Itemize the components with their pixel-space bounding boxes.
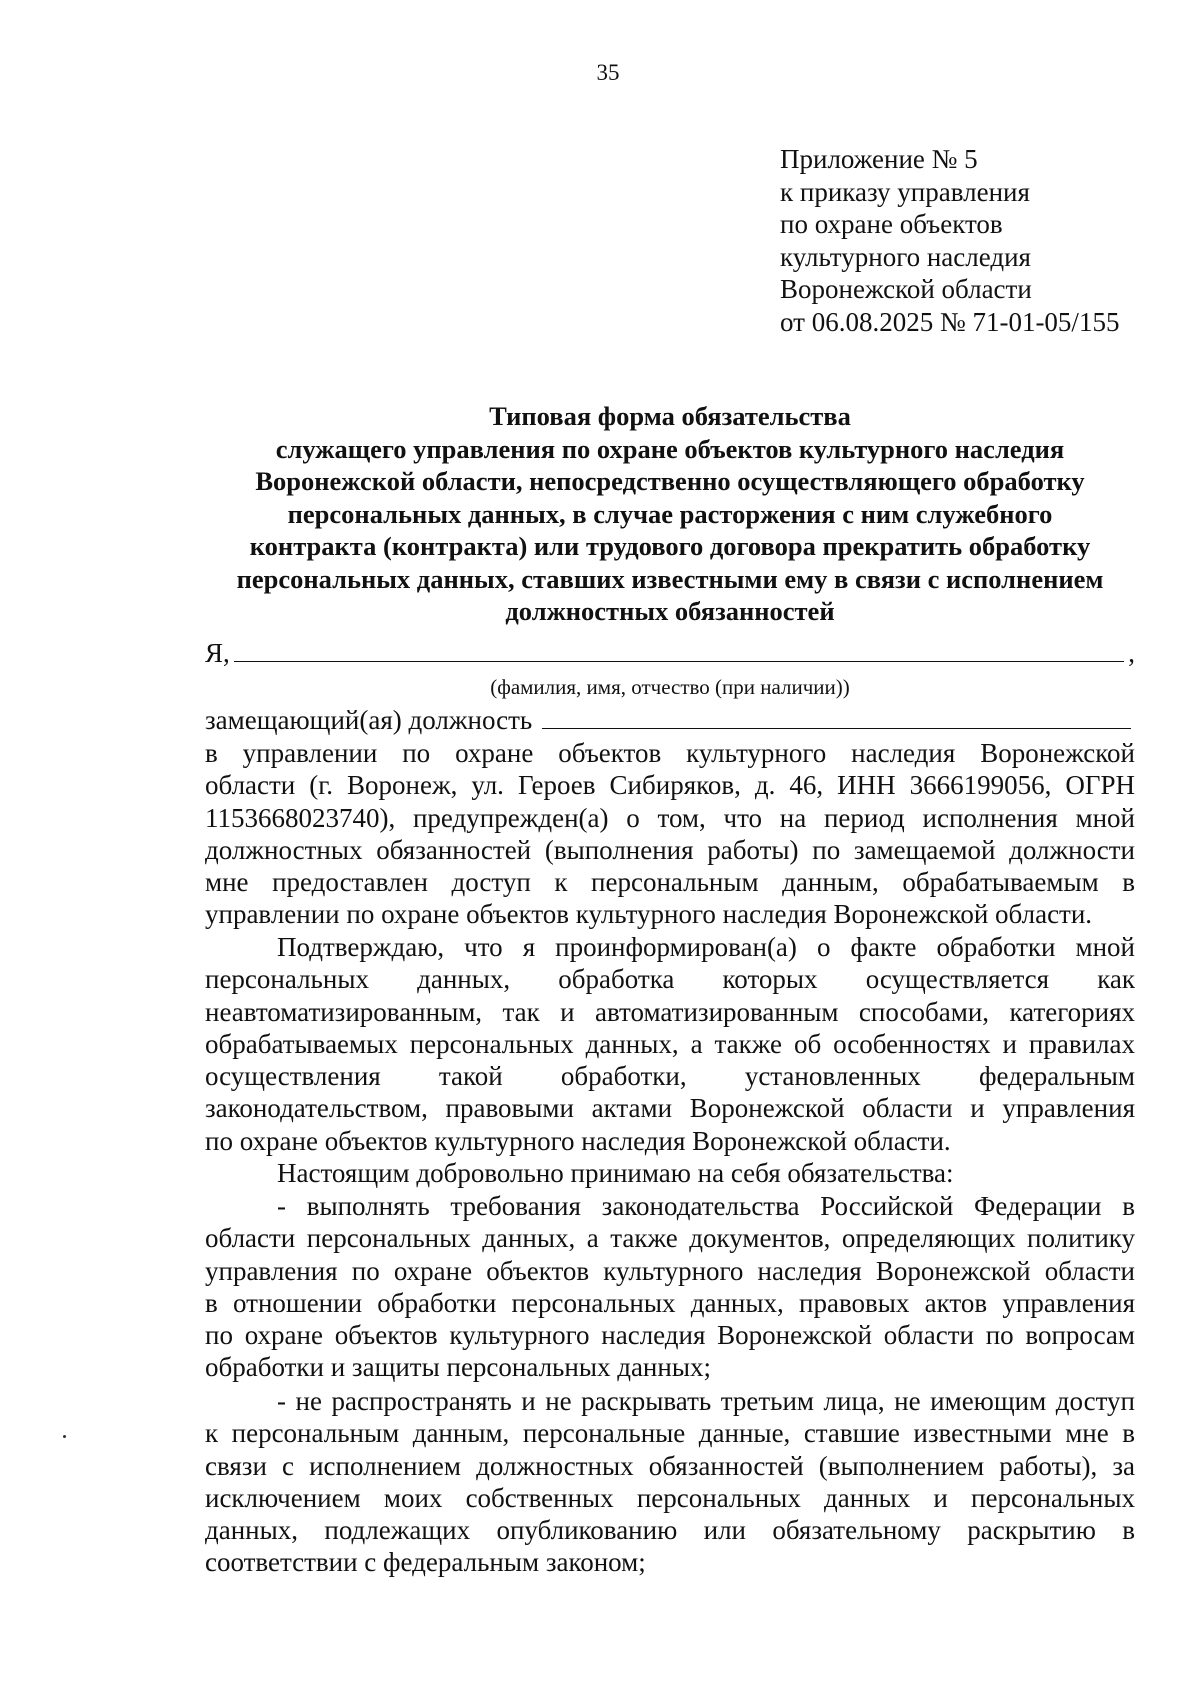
title-line: служащего управления по охране объектов культурного наследия [275,433,1065,464]
document-title [205,400,1135,628]
position-label: замещающий(ая) должность [205,705,533,735]
text-line: к персональным данным, персональные данные, ставшие известными мне в [205,1418,1135,1449]
title-line: персональных данных, в случае расторжения с ним служебного [287,498,1053,529]
text-line: области (г. Воронеж, ул. Героев Сибиряков, д. 46, ИНН 3666199056, ОГРН [205,770,1135,801]
appendix-line: по охране объектов [780,209,1003,239]
text-line: мне предоставлен доступ к персональным данным, обрабатываемым в [205,867,1135,898]
page-number: 35 [596,60,620,85]
position-blank-line[interactable] [542,706,1131,729]
text-line: исключением моих собственных персональных данных и персональных [205,1482,1135,1513]
title-line: персональных данных, ставших известными ему в связи с исполнением [236,563,1104,594]
text-line: неавтоматизированным, так и автоматизированным способами, категориях [205,996,1135,1027]
appendix-line: культурного наследия [780,241,1031,272]
text-line: Подтверждаю, что я проинформирован(а) о факте обработки мной [277,932,1135,962]
text-line: законодательством, правовыми актами Воронежской области и управления [205,1093,1135,1124]
appendix-line: Приложение № 5 [780,144,978,174]
name-prefix: Я, [205,638,230,668]
text-line: связи с исполнением должностных обязанностей (выполнением работы), за [205,1450,1135,1481]
name-caption: (фамилия, имя, отчество (при наличии)) [490,675,850,699]
title-line: Типовая форма обязательства [489,401,851,431]
text-line: управления по охране объектов культурного наследия Воронежской области [205,1255,1135,1286]
position-field-row [205,705,1135,736]
text-line: по охране объектов культурного наследия Воронежской области. [205,1125,951,1156]
title-line: контракта (контракта) или трудового договора прекратить обработку [249,531,1091,561]
appendix-header [780,143,1119,338]
text-line: обработки и защиты персональных данных; [205,1352,711,1383]
text-line: осуществления такой обработки, установленных федеральным [205,1061,1135,1092]
text-line: обрабатываемых персональных данных, а также об особенностях и правилах [205,1028,1135,1059]
paragraph-1 [205,737,1135,931]
name-suffix: , [1128,638,1135,668]
text-line: по охране объектов культурного наследия Воронежской области по вопросам [205,1320,1135,1351]
name-field-row [205,638,1135,669]
paragraph-5 [205,1385,1135,1579]
title-line: должностных обязанностей [505,596,835,626]
paragraph-2 [205,931,1135,1157]
text-line: соответствии с федеральным законом; [205,1547,646,1578]
appendix-line: к приказу управления [780,176,1030,207]
text-line: - выполнять требования законодательства Российской Федерации в [277,1191,1135,1221]
text-line: 1153668023740), предупрежден(а) о том, что на период исполнения мной [205,802,1135,833]
title-line: Воронежской области, непосредственно осуществляющего обработку [255,466,1085,496]
text-line: управлении по охране объектов культурного наследия Воронежской области. [205,899,1093,930]
text-line: в управлении по охране объектов культурного наследия Воронежской [205,738,1135,768]
text-line: - не распространять и не раскрывать третьим лица, не имеющим доступ [277,1386,1135,1416]
paragraph-4 [205,1190,1135,1384]
appendix-line: от 06.08.2025 № 71-01-05/155 [780,306,1120,337]
paragraph-3 [205,1157,1135,1189]
text-line: должностных обязанностей (выполнения работы) по замещаемой должности [205,834,1135,865]
name-blank-line[interactable] [234,639,1124,662]
text-line: области персональных данных, а также документов, определяющих политику [205,1223,1135,1254]
text-line: данных, подлежащих опубликованию или обязательному раскрытию в [205,1515,1135,1546]
text-line: Настоящим добровольно принимаю на себя обязательства: [277,1158,954,1188]
appendix-line: Воронежской области [780,274,1032,304]
text-line: в отношении обработки персональных данных, правовых актов управления [205,1287,1135,1318]
text-line: персональных данных, обработка которых осуществляется как [205,964,1135,995]
scan-speck [63,1435,66,1438]
